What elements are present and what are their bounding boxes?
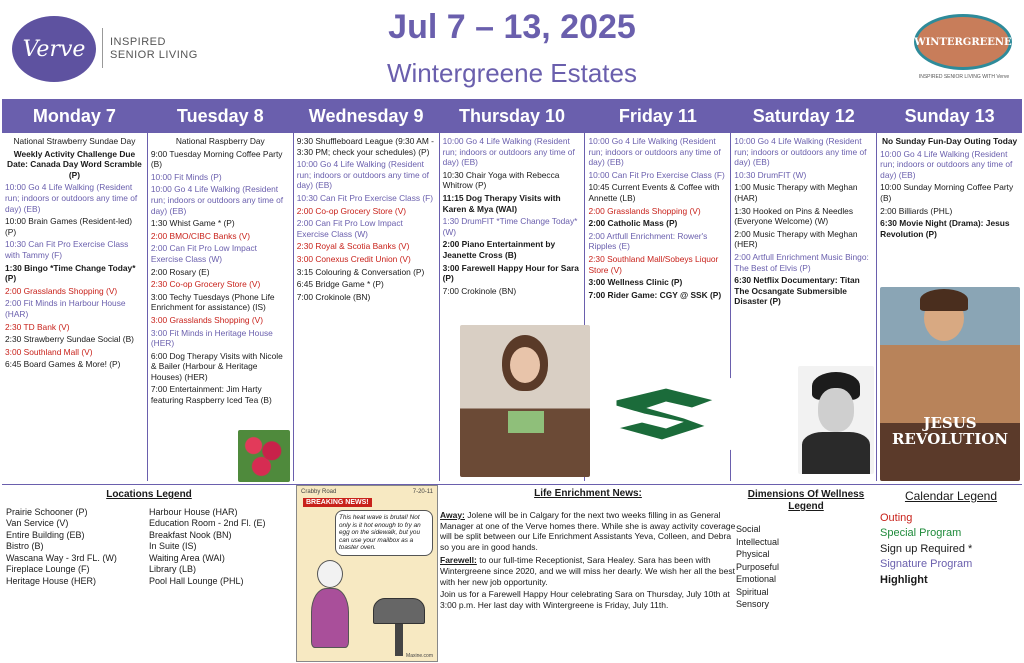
calendar-event: 10:00 Go 4 Life Walking (Resident run; indoors or outdoors any time of day) (EB) [5, 182, 138, 214]
page-title: Jul 7 – 13, 2025 [388, 8, 636, 46]
calendar-event: 2:00 Co-op Grocery Store (V) [296, 205, 407, 216]
day-column [2, 99, 148, 481]
wellness-item: Intellectual [736, 536, 780, 547]
calendar-event: 10:00 Go 4 Life Walking (Resident run; indoors or outdoors any time of day) (EB) [150, 184, 284, 216]
day-header: Monday 7 [2, 99, 147, 133]
day-events [294, 133, 439, 307]
calendar-event: 6:30 Netflix Documentary: Titan The Ocsangate Submersible Disaster (P) [734, 275, 860, 307]
wintergreene-logo: WINTERGREENE [914, 14, 1012, 70]
location-item: Fireplace Lounge (F) [6, 564, 90, 574]
calendar-event: 2:30 Co-op Grocery Store (V) [150, 279, 261, 290]
legend-special: Special Program [880, 527, 962, 539]
location-item: Entire Building (EB) [6, 529, 85, 540]
location-item: Education Room - 2nd Fl. (E) [149, 518, 266, 528]
wellness-list [736, 523, 876, 611]
day-header: Thursday 10 [440, 99, 585, 133]
news-away-label: Away: [440, 509, 465, 520]
life-enrichment-news [440, 489, 736, 613]
comic-speech: This heat wave is brutal! Not only is it hot enough to fry an egg on the sidewalk, but you can use your mailbox as a toaster oven. [335, 510, 433, 556]
locations-legend [6, 489, 292, 659]
calendar-event: 10:00 Can Fit Pro Exercise Class (F) [588, 169, 725, 180]
calendar-event: 1:00 Music Therapy with Meghan (HAR) [734, 182, 858, 203]
calendar-event: 9:00 Tuesday Morning Coffee Party (B) [150, 148, 283, 170]
brand-line2: SENIOR LIVING [110, 49, 198, 61]
calendar-event: 2:00 Artfull Enrichment Music Bingo: The Best of Elvis (P) [734, 251, 869, 273]
location-item: In Suite (IS) [149, 541, 197, 551]
wellness-legend [736, 489, 876, 611]
calendar-event: 2:00 Music Therapy with Meghan (HER) [734, 228, 858, 250]
day-events [440, 133, 585, 301]
wellness-item: Physical [736, 549, 770, 559]
calendar-event: 10:30 Can Fit Pro Exercise Class (F) [296, 192, 434, 203]
day-events [731, 133, 876, 312]
bottom-panel [2, 484, 1022, 661]
day-header: Sunday 13 [877, 99, 1022, 133]
locations-column-1 [6, 507, 149, 588]
calendar-event: 3:00 Farewell Happy Hour for Sara (P) [442, 262, 579, 284]
location-item: Heritage House (HER) [6, 575, 97, 586]
day-events [585, 133, 730, 305]
comic-banner: BREAKING NEWS! [303, 498, 372, 507]
day-column [148, 99, 294, 481]
calendar-event: 1:30 Bingo *Time Change Today* (P) [5, 262, 136, 284]
location-item: Wascana Way - 3rd FL. (W) [6, 552, 117, 563]
comic-mailbox [373, 598, 425, 624]
location-item: Library (LB) [149, 564, 197, 574]
calendar-event: 10:00 Sunday Morning Coffee Party (B) [880, 182, 1014, 203]
calendar-event: 10:00 Go 4 Life Walking (Resident run; indoors or outdoors any time of day) (EB) [588, 136, 721, 168]
comic-date: 7-20-11 [412, 489, 433, 495]
movie-poster [880, 287, 1020, 481]
wellness-item: Emotional [736, 574, 777, 584]
calendar-event: 2:00 Billiards (PHL) [880, 205, 953, 216]
news-join: Join us for a Farewell Happy Hour celebrating Sara on Thursday, July 10th at 3:00 p.m. Her last day with Wintergreene is Friday, July 11th. [440, 589, 730, 611]
day-events [2, 133, 147, 375]
calendar-event: 3:00 Southland Mall (V) [5, 346, 93, 357]
calendar-event: 10:00 Go 4 Life Walking (Resident run; indoors or outdoors any time of day) (EB) [296, 159, 429, 191]
wintergreene-tagline: INSPIRED SENIOR LIVING WITH Verve [918, 74, 1010, 80]
day-events [148, 133, 293, 411]
location-item: Waiting Area (WAI) [149, 552, 225, 563]
calendar-event: 10:30 Chair Yoga with Rebecca Whitrow (P) [442, 169, 560, 191]
comic-character [307, 560, 353, 656]
location-item: Breakfast Nook (BN) [149, 529, 232, 540]
calendar-event: 3:00 Wellness Clinic (P) [588, 277, 683, 288]
calendar-event: 6:45 Bridge Game * (P) [296, 279, 384, 290]
news-farewell [440, 555, 736, 587]
calendar-event: 3:15 Colouring & Conversation (P) [296, 266, 425, 277]
calendar-event: 2:00 Can Fit Pro Low Impact Exercise Class (W) [296, 218, 403, 239]
calendar-event: National Raspberry Day [175, 136, 265, 146]
legend-signature: Signature Program [880, 558, 973, 570]
day-header: Tuesday 8 [148, 99, 293, 133]
receptionist-photo [460, 325, 590, 477]
calendar-legend [880, 489, 1022, 588]
calendar-event: 2:30 Strawberry Sundae Social (B) [5, 334, 134, 345]
calendar-event: Weekly Activity Challenge Due Date: Canada Day Word Scramble (P) [7, 148, 142, 180]
wellness-item: Social [736, 524, 761, 534]
calendar-event: 2:00 Artfull Enrichment: Rower's Ripples (E) [588, 230, 708, 252]
legend-signup: Sign up Required * [880, 542, 973, 555]
page-header [0, 0, 1024, 96]
calendar-event: 1:30 DrumFIT *Time Change Today* (W) [442, 216, 578, 237]
calendar-event: 6:00 Dog Therapy Visits with Nicole & Bailer (Harbour & Heritage Houses) (HER) [150, 350, 283, 382]
calendar-event: 3:00 Techy Tuesdays (Phone Life Enrichment for assistance) (IS) [150, 291, 275, 313]
news-farewell-text: to our full-time Receptionist, Sara Healey. Sara has been with Wintergreene since 2020, and we will miss her dearly. We wish her all the best with her new job opportunity. [440, 554, 735, 587]
news-title: Life Enrichment News: [534, 488, 642, 499]
calendar-event: 2:00 Can Fit Pro Low Impact Exercise Class (W) [150, 243, 257, 264]
location-item: Pool Hall Lounge (PHL) [149, 575, 244, 586]
calendar-event: 2:00 Rosary (E) [150, 266, 210, 277]
movie-poster-title: JESUS REVOLUTION [891, 414, 1009, 448]
calendar-event: 3:00 Conexus Credit Union (V) [296, 253, 411, 264]
comic-strip [296, 485, 438, 662]
comic-name: Crabby Road [301, 489, 337, 495]
calendar-event: 10:00 Go 4 Life Walking (Resident run; indoors or outdoors any time of day) (EB) [734, 136, 867, 168]
news-away [440, 510, 736, 553]
calendar-event: 2:00 Grasslands Shopping (V) [588, 205, 701, 216]
elvis-photo [798, 366, 874, 474]
calendar-legend-title: Calendar Legend [904, 489, 998, 503]
calendar-event: 1:30 Hooked on Pins & Needles (Everyone Welcome) (W) [734, 205, 854, 227]
roughriders-logo [596, 378, 732, 450]
news-away-text: Jolene will be in Calgary for the next two weeks filling in as General Manager at one of the Verve homes there. While she is away activity coverage will be split between our Life Enrichment Assistants Yeva, Colleen, and Debra so you are in good hands. [440, 509, 736, 553]
wellness-legend-title: Dimensions Of Wellness Legend [747, 489, 865, 512]
day-header: Wednesday 9 [294, 99, 439, 133]
wellness-item: Purposeful [736, 561, 780, 572]
comic-post [395, 624, 403, 656]
calendar-event: 2:30 Southland Mall/Sobeys Liquor Store (V) [588, 253, 719, 275]
calendar-event: 10:00 Go 4 Life Walking (Resident run; indoors or outdoors any time of day) (EB) [442, 136, 575, 168]
location-item: Van Service (V) [6, 518, 69, 528]
calendar-event: 7:00 Entertainment: Jim Harty featuring Raspberry Iced Tea (B) [150, 384, 272, 406]
day-column [294, 99, 440, 481]
calendar-event: 10:45 Current Events & Coffee with Annette (LB) [588, 182, 720, 203]
locations-column-2 [149, 507, 292, 588]
legend-highlight: Highlight [880, 573, 928, 586]
calendar-event: 3:00 Grasslands Shopping (V) [150, 314, 264, 325]
calendar-event: 10:30 DrumFIT (W) [734, 169, 807, 180]
calendar-event: 2:00 Fit Minds in Harbour House (HAR) [5, 298, 126, 319]
calendar-event: 1:30 Whist Game * (P) [150, 218, 235, 229]
calendar-event: 2:30 Royal & Scotia Banks (V) [296, 241, 410, 252]
calendar-event: 11:15 Dog Therapy Visits with Karen & Mya (WAI) [442, 192, 561, 214]
comic-credit: Maxine.com [406, 653, 433, 659]
calendar-event: 6:30 Movie Night (Drama): Jesus Revolution (P) [880, 218, 1010, 239]
calendar-event: 2:30 TD Bank (V) [5, 321, 70, 332]
calendar-event: 6:45 Board Games & More! (P) [5, 359, 121, 370]
calendar-event: 2:00 Piano Entertainment by Jeanette Cross (B) [442, 239, 556, 260]
raspberries-image [238, 430, 290, 482]
day-header: Friday 11 [585, 99, 730, 133]
location-item: Bistro (B) [6, 541, 44, 551]
wellness-item: Sensory [736, 599, 770, 609]
legend-outing: Outing [880, 511, 913, 524]
calendar-event: 10:30 Can Fit Pro Exercise Class with Tammy (F) [5, 239, 129, 260]
calendar-event: 9:30 Shuffleboard League (9:30 AM - 3:30 PM; check your schedules) (P) [296, 136, 434, 157]
brand-line1: INSPIRED [110, 36, 166, 48]
calendar-event: 7:00 Crokinole (BN) [442, 285, 517, 296]
calendar-event: 2:00 BMO/CIBC Banks (V) [150, 230, 250, 241]
day-header: Saturday 12 [731, 99, 876, 133]
calendar-event: 10:00 Fit Minds (P) [150, 171, 222, 182]
calendar-event: National Strawberry Sundae Day [13, 136, 136, 146]
calendar-event: 2:00 Grasslands Shopping (V) [5, 285, 118, 296]
verve-logo: Verve [12, 16, 96, 82]
page-subtitle: Wintergreene Estates [386, 58, 637, 88]
calendar-event: 3:00 Fit Minds in Heritage House (HER) [150, 327, 273, 349]
day-events [877, 133, 1022, 244]
location-item: Prairie Schooner (P) [6, 506, 88, 517]
wellness-item: Spiritual [736, 586, 769, 597]
calendar-event: 7:00 Crokinole (BN) [296, 291, 371, 302]
locations-legend-title: Locations Legend [106, 489, 192, 500]
calendar-event: 7:00 Rider Game: CGY @ SSK (P) [588, 289, 722, 300]
calendar-event: 10:00 Go 4 Life Walking (Resident run; indoors or outdoors any time of day) (EB) [880, 148, 1013, 180]
location-item: Harbour House (HAR) [149, 506, 238, 517]
calendar-event: 10:00 Brain Games (Resident-led) (P) [5, 216, 133, 237]
calendar-event: No Sunday Fun-Day Outing Today [881, 136, 1018, 146]
news-farewell-label: Farewell: [440, 554, 477, 565]
calendar-event: 2:00 Catholic Mass (P) [588, 218, 678, 229]
